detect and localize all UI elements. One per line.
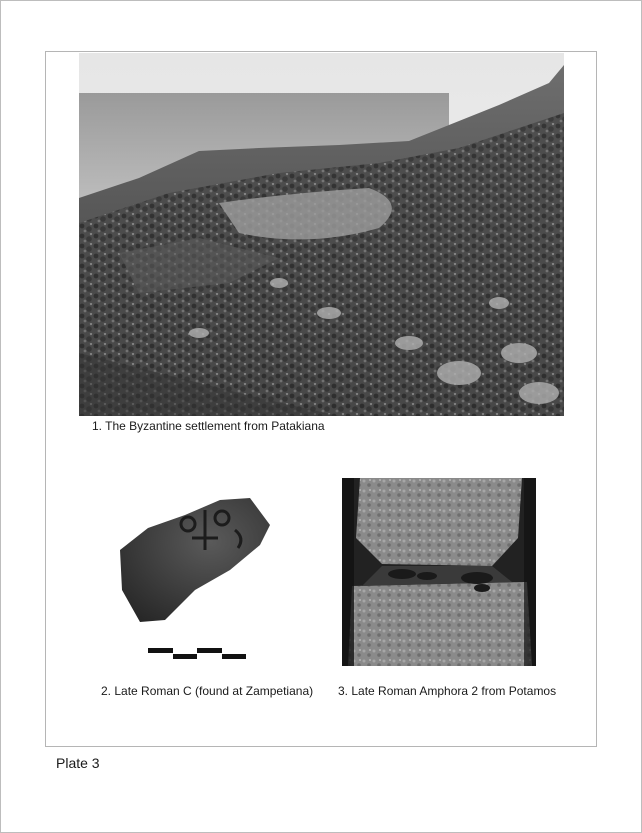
photo-late-roman-amphora [342,478,536,666]
plate-label: Plate 3 [56,755,100,771]
scale-bar [148,648,246,660]
caption-figure-3: 3. Late Roman Amphora 2 from Potamos [338,684,557,698]
photo-byzantine-settlement [79,53,564,416]
caption-figure-1: 1. The Byzantine settlement from Patakiana [92,419,325,433]
caption-figure-2: 2. Late Roman C (found at Zampetiana) [101,684,314,698]
photo-late-roman-c-sherd [110,490,280,630]
